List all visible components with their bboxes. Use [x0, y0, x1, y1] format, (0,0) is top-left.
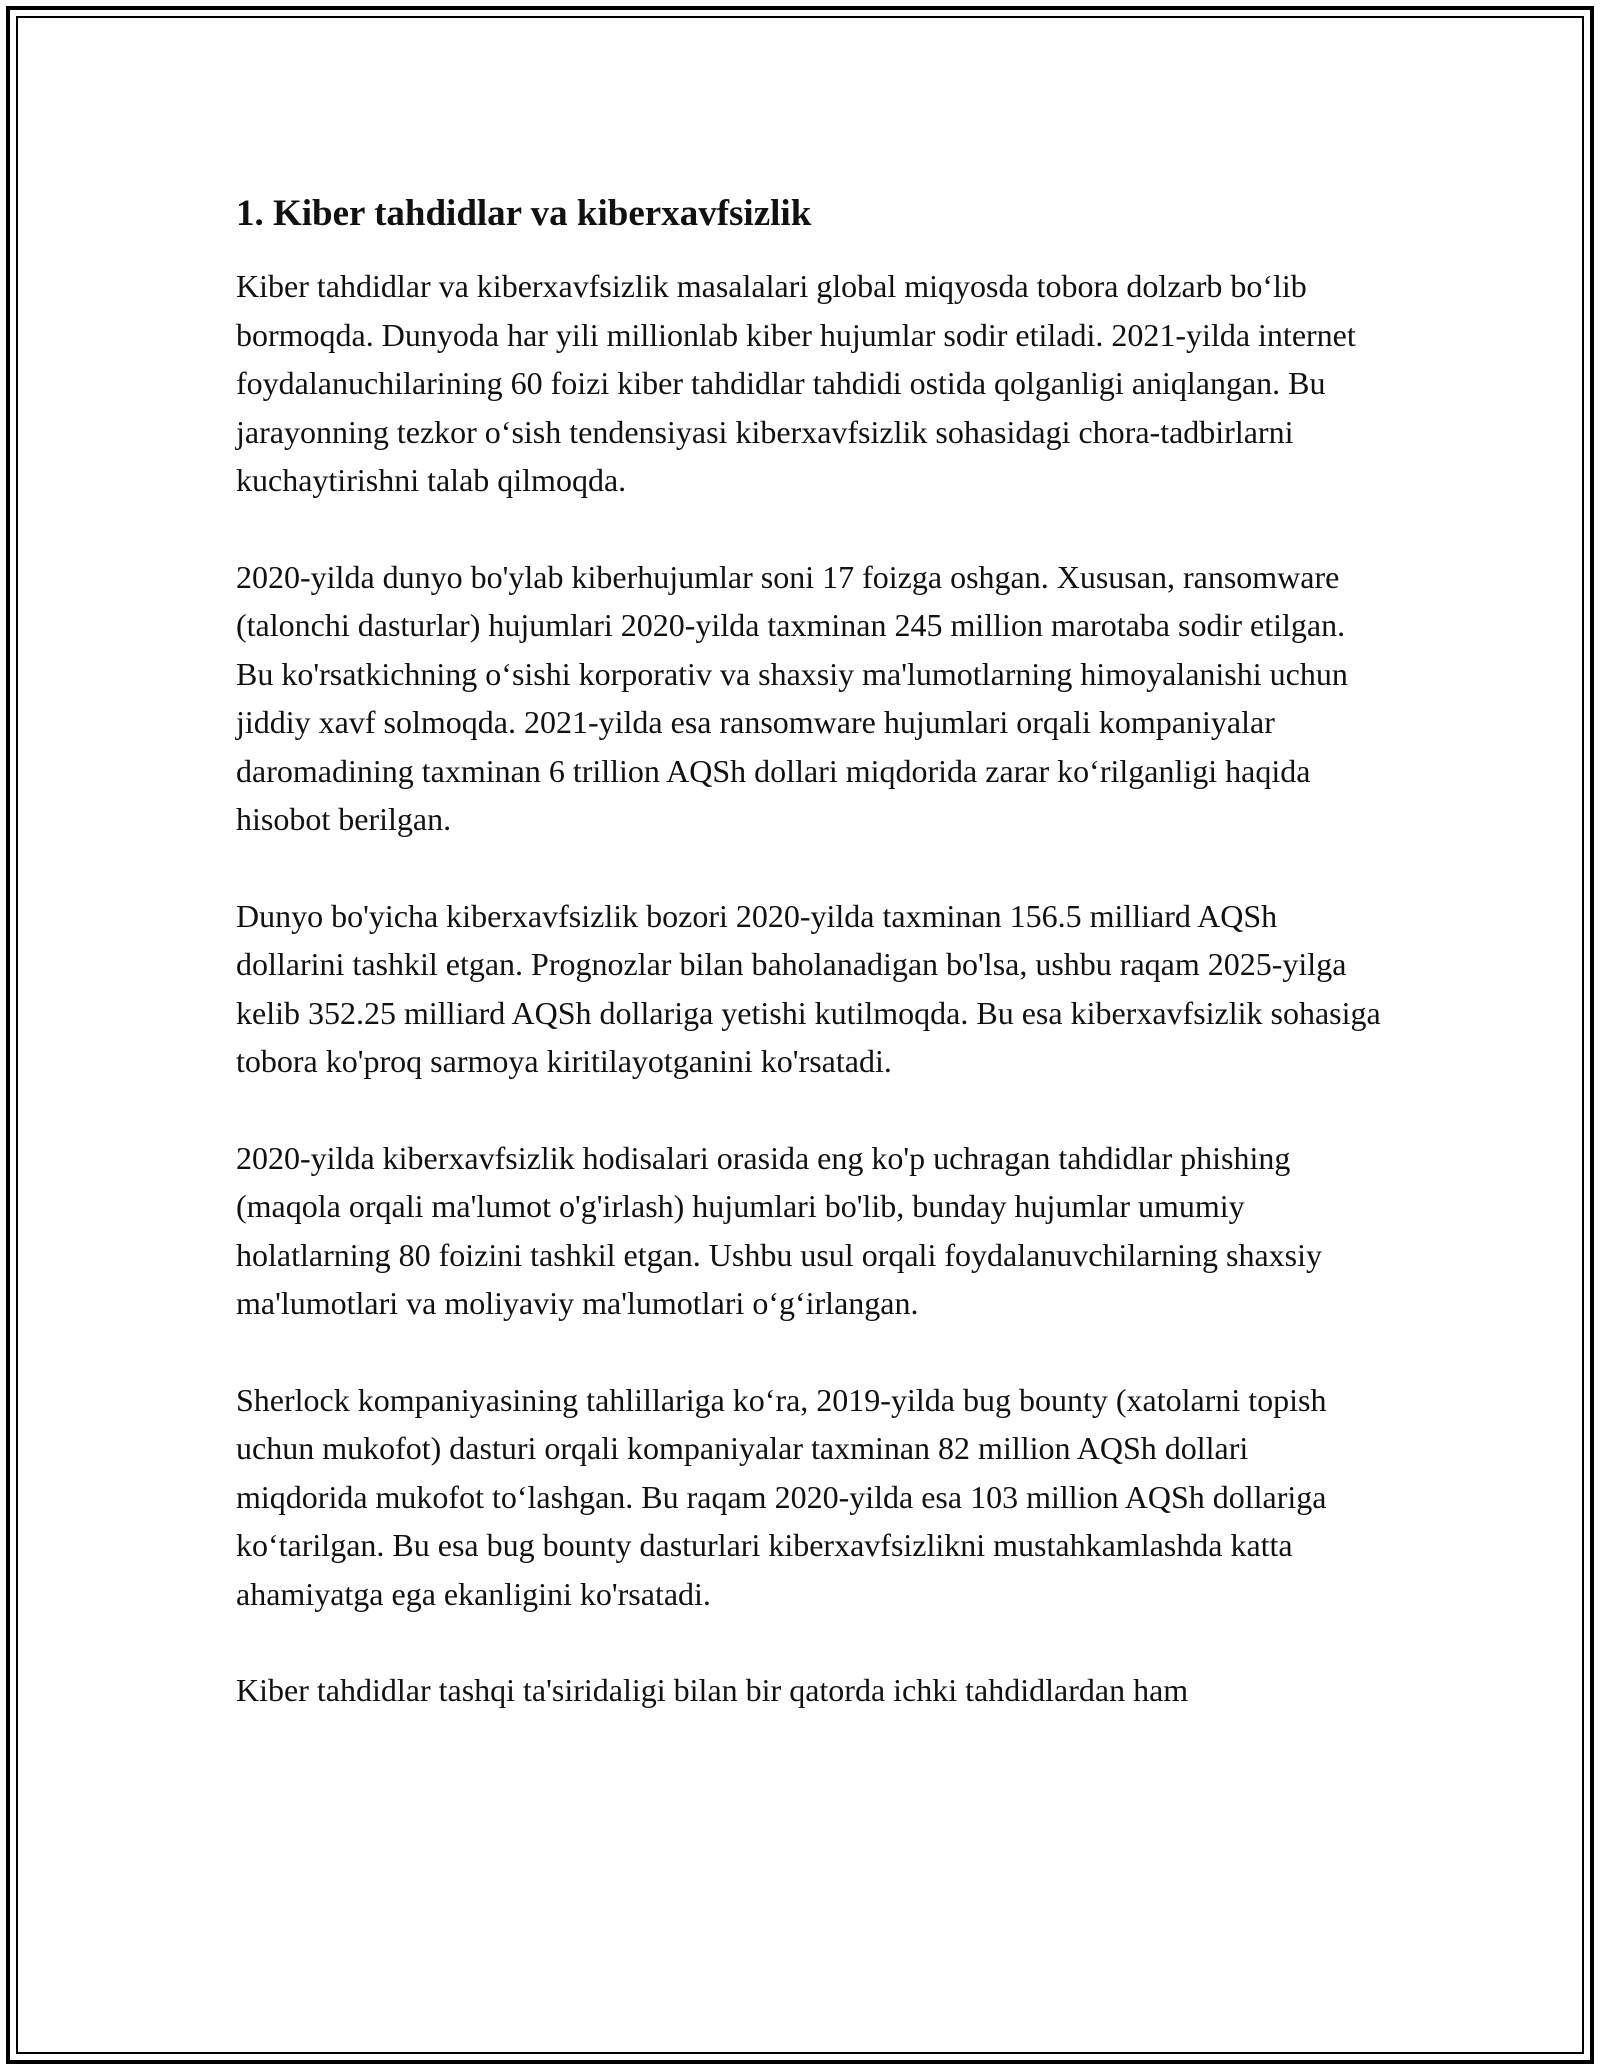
paragraph-1: Kiber tahdidlar va kiberxavfsizlik masalalari global miqyosda tobora dolzarb boʻlib bormoqda. Dunyoda har yili millionlab kiber hujumlar sodir etiladi. 2021-yilda internet foydalanuchilarining 60 foizi kiber tahdidlar tahdidi ostida qolganligi aniqlangan. Bu jarayonning tezkor oʻsish tendensiyasi kiberxavfsizlik sohasidagi chora-tadbirlarni kuchaytirishni talab qilmoqda. — [236, 268, 1356, 498]
paragraph-5: Sherlock kompaniyasining tahlillariga koʻra, 2019-yilda bug bounty (xatolarni topish uchun mukofot) dasturi orqali kompaniyalar taxminan 82 million AQSh dollari miqdorida mukofot toʻlashgan. Bu raqam 2020-yilda esa 103 million AQSh dollariga koʻtarilgan. Bu esa bug bounty dasturlari kiberxavfsizlikni mustahkamlashda katta ahamiyatga ega ekanligini ko'rsatadi. — [236, 1381, 1327, 1612]
paragraph-4: 2020-yilda kiberxavfsizlik hodisalari orasida eng ko'p uchragan tahdidlar phishing (maqola orqali ma'lumot o'g'irlash) hujumlari bo'lib, bunday hujumlar umumiy holatlarning 80 foizini tashkil etgan. Ushbu usul orqali foydalanuvchilarning shaxsiy ma'lumotlari va moliyaviy ma'lumotlari oʻgʻirlangan. — [236, 1139, 1323, 1321]
paragraph-3: Dunyo bo'yicha kiberxavfsizlik bozori 2020-yilda taxminan 156.5 milliard AQSh dollarini tashkil etgan. Prognozlar bilan baholanadigan bo'lsa, ushbu raqam 2025-yilga kelib 352.25 milliard AQSh dollariga yetishi kutilmoqda. Bu esa kiberxavfsizlik sohasiga tobora ko'proq sarmoya kiritilayotganini ko'rsatadi. — [236, 897, 1381, 1079]
paragraph-2: 2020-yilda dunyo bo'ylab kiberhujumlar soni 17 foizga oshgan. Xususan, ransomware (talonchi dasturlar) hujumlari 2020-yilda taxminan 245 million marotaba sodir etilgan. Bu ko'rsatkichning oʻsishi korporativ va shaxsiy ma'lumotlarning himoyalanishi uchun jiddiy xavf solmoqda. 2021-yilda esa ransomware hujumlari orqali kompaniyalar daromadining taxminan 6 trillion AQSh dollari miqdorida zarar koʻrilganligi haqida hisobot berilgan. — [236, 558, 1348, 837]
paragraph-6: Kiber tahdidlar tashqi ta'siridaligi bilan bir qatorda ichki tahdidlardan ham — [236, 1672, 1189, 1708]
document-body — [236, 186, 1386, 1763]
section-heading: 1. Kiber tahdidlar va kiberxavfsizlik — [236, 193, 812, 234]
